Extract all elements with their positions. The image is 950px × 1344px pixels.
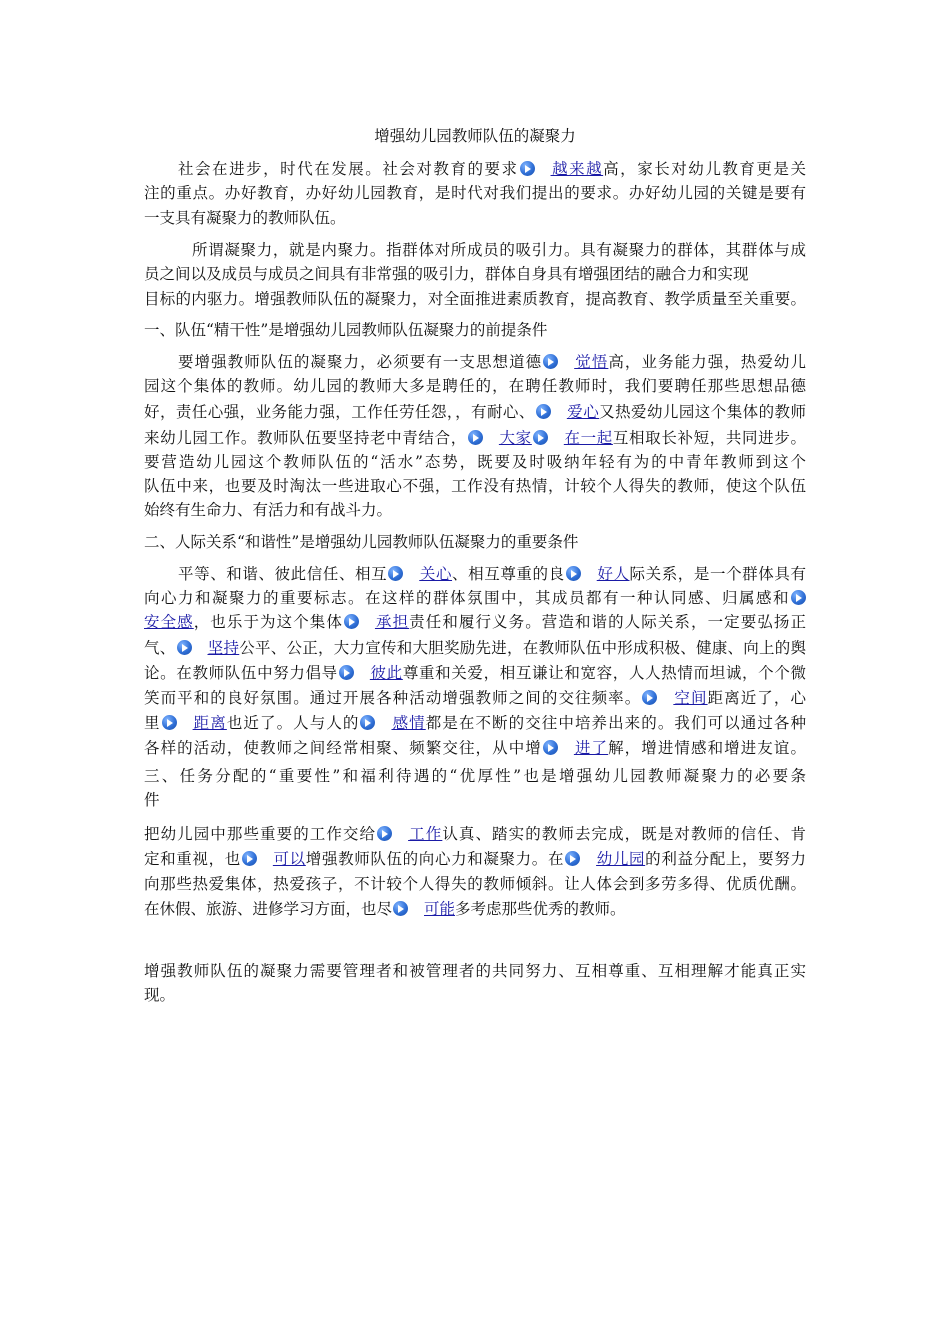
p2-line-2: 员之间以及成员与成员之间具有非常强的吸引力，群体自身具有增强团结的融合力和实现 xyxy=(144,265,749,283)
keyword-link-keneng[interactable]: 可能 xyxy=(424,900,456,918)
keyword-link-ganqing[interactable]: 感情 xyxy=(391,714,426,732)
p5-line-3: 向那些热爱集体，热爱孩子，不计较个人得失的教师倾斜。让人体会到多劳多得、优质优酬。 xyxy=(144,875,806,893)
play-icon[interactable] xyxy=(360,715,375,730)
play-icon[interactable] xyxy=(566,566,581,581)
keyword-link-dajia[interactable]: 大家 xyxy=(498,429,532,447)
play-icon[interactable] xyxy=(339,665,354,680)
p5-line-2: 定和重视，也 可以增强教师队伍的向心力和凝聚力。在 幼儿园的利益分配上，要努力 xyxy=(144,850,806,868)
keyword-link-kongjian[interactable]: 空间 xyxy=(673,689,708,707)
section-heading-3-line-1: 三、任务分配的“重要性”和福利待遇的“优厚性”也是增强幼儿园教师凝聚力的必要条 xyxy=(144,767,806,785)
p2-line-3: 目标的内驱力。增强教师队伍的凝聚力，对全面推进素质教育，提高教育、教学质量至关重要。 xyxy=(144,290,806,308)
keyword-link-zaiyiqi[interactable]: 在一起 xyxy=(563,429,613,447)
keyword-link-gongzuo[interactable]: 工作 xyxy=(408,825,443,843)
play-icon[interactable] xyxy=(791,590,806,605)
p6-line-1: 增强教师队伍的凝聚力需要管理者和被管理者的共同努力、互相尊重、互相理解才能真正实 xyxy=(144,962,806,980)
p4-line-5: 论。在教师队伍中努力倡导 彼此尊重和关爱，相互谦让和宽容，人人热情而坦诚，个个微 xyxy=(144,664,806,682)
keyword-link-guanxin[interactable]: 关心 xyxy=(419,565,453,583)
p4-line-7: 里 距离也近了。人与人的 感情都是在不断的交往中培养出来的。我们可以通过各种 xyxy=(144,714,806,732)
p1-line-2: 注的重点。办好教育，办好幼儿园教育，是时代对我们提出的要求。办好幼儿园的关键是要有 xyxy=(144,184,806,202)
play-icon[interactable] xyxy=(543,354,558,369)
keyword-link-anquangan[interactable]: 安全感 xyxy=(144,613,194,631)
keyword-link-juli[interactable]: 距离 xyxy=(192,714,227,732)
keyword-link-jinle[interactable]: 进了 xyxy=(573,739,609,757)
p3-line-1: 要增强教师队伍的凝聚力，必须要有一支思想道德 觉悟高，业务能力强，热爱幼儿 xyxy=(178,353,806,371)
p3-line-7: 始终有生命力、有活力和有战斗力。 xyxy=(144,501,393,519)
p5-line-4: 在休假、旅游、进修学习方面，也尽 可能多考虑那些优秀的教师。 xyxy=(144,900,626,918)
play-icon[interactable] xyxy=(642,690,657,705)
p2-line-1: 所谓凝聚力，就是内聚力。指群体对所成员的吸引力。具有凝聚力的群体，其群体与成 xyxy=(192,241,806,259)
keyword-link-chengdan[interactable]: 承担 xyxy=(374,613,410,631)
play-icon[interactable] xyxy=(520,161,535,176)
document-title: 增强幼儿园教师队伍的凝聚力 xyxy=(374,127,576,145)
keyword-link-jianchi[interactable]: 坚持 xyxy=(207,639,240,657)
p3-line-6: 队伍中来，也要及时淘汰一些进取心不强，工作没有热情，计较个人得失的教师，使这个队伍 xyxy=(144,477,806,495)
section-heading-1: 一、队伍“精干性”是增强幼儿园教师队伍凝聚力的前提条件 xyxy=(144,321,548,339)
keyword-link-youeryuan[interactable]: 幼儿园 xyxy=(596,850,646,868)
section-heading-3-line-2: 件 xyxy=(144,791,160,809)
play-icon[interactable] xyxy=(242,851,257,866)
play-icon[interactable] xyxy=(468,430,483,445)
p4-line-6: 笑而平和的良好氛围。通过开展各种活动增强教师之间的交往频率。 空间距离近了，心 xyxy=(144,689,806,707)
keyword-link-bici[interactable]: 彼此 xyxy=(369,664,403,682)
play-icon[interactable] xyxy=(393,901,408,916)
p4-line-2: 向心力和凝聚力的重要标志。在这样的群体氛围中，其成员都有一种认同感、归属感和 xyxy=(144,586,806,610)
section-heading-2: 二、人际关系“和谐性”是增强幼儿园教师队伍凝聚力的重要条件 xyxy=(144,533,579,551)
play-icon[interactable] xyxy=(565,851,580,866)
p5-line-1: 把幼儿园中那些重要的工作交给 工作认真、踏实的教师去完成，既是对教师的信任、肯 xyxy=(144,825,806,843)
keyword-link-aixin[interactable]: 爱心 xyxy=(566,403,600,421)
play-icon[interactable] xyxy=(177,640,192,655)
p4-line-4: 气、 坚持公平、公正，大力宣传和大胆奖励先进，在教师队伍中形成积极、健康、向上的舆 xyxy=(144,639,806,657)
p3-line-4: 来幼儿园工作。教师队伍要坚持老中青结合， 大家 在一起互相取长补短，共同进步。 xyxy=(144,429,806,447)
p3-line-3: 好，责任心强，业务能力强，工作任劳任怨，，有耐心、 爱心又热爱幼儿园这个集体的教师 xyxy=(144,403,806,421)
keyword-link-yuelaiyue[interactable]: 越来越 xyxy=(550,160,604,178)
keyword-link-keyi[interactable]: 可以 xyxy=(272,850,306,868)
play-icon[interactable] xyxy=(533,430,548,445)
p1-line-3: 一支具有凝聚力的教师队伍。 xyxy=(144,209,346,227)
keyword-link-haoren[interactable]: 好人 xyxy=(596,565,630,583)
p3-line-5: 要营造幼儿园这个教师队伍的“活水”态势，既要及时吸纳年轻有为的中青年教师到这个 xyxy=(144,453,806,471)
play-icon[interactable] xyxy=(543,740,558,755)
play-icon[interactable] xyxy=(377,826,392,841)
keyword-link-juewu[interactable]: 觉悟 xyxy=(574,353,609,371)
p3-line-2: 园这个集体的教师。幼儿园的教师大多是聘任的，在聘任教师时，我们要聘任那些思想品德 xyxy=(144,377,806,395)
p4-line-3: 安全感，也乐于为这个集体 承担责任和履行义务。营造和谐的人际关系，一定要弘扬正 xyxy=(144,613,806,631)
play-icon[interactable] xyxy=(388,566,403,581)
p4-line-1: 平等、和谐、彼此信任、相互 关心、相互尊重的良 好人际关系，是一个群体具有 xyxy=(178,565,806,583)
play-icon[interactable] xyxy=(162,715,177,730)
p4-line-8: 各样的活动，使教师之间经常相聚、频繁交往，从中增 进了解，增进情感和增进友谊。 xyxy=(144,739,806,757)
play-icon[interactable] xyxy=(536,404,551,419)
p6-line-2: 现。 xyxy=(144,986,176,1004)
p1-line-1: 社会在进步，时代在发展。社会对教育的要求 越来越高，家长对幼儿教育更是关 xyxy=(178,160,806,178)
play-icon[interactable] xyxy=(344,614,359,629)
